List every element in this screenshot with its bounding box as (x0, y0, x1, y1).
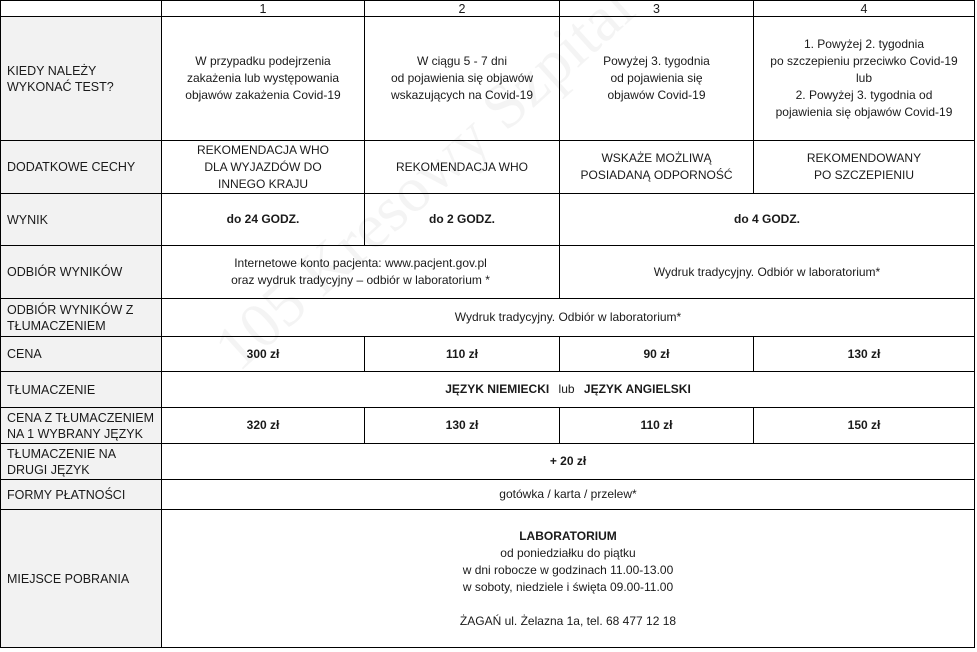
odbior-cell-1-2 (162, 246, 560, 299)
column-header-1: 1 (162, 1, 365, 17)
cena-tlumaczenie-cell-3: 110 zł (560, 408, 754, 444)
row-label-cena-tlumaczenie: CENA Z TŁUMACZENIEM NA 1 WYBRANY JĘZYK (1, 408, 162, 444)
hours-line: w dni robocze w godzinach 11.00-13.00 (462, 562, 674, 577)
spacer (166, 596, 970, 613)
row-label-odbior-tlumaczenie: ODBIÓR WYNIKÓW Z TŁUMACZENIEM (1, 299, 162, 337)
column-header-2: 2 (365, 1, 560, 17)
text-line: po szczepieniu przeciwko Covid-19 (770, 54, 958, 68)
cena-cell-3: 90 zł (560, 337, 754, 372)
hours-line: od poniedziałku do piątku (500, 545, 636, 560)
text-line: objawów zakażenia Covid-19 (185, 88, 341, 102)
text-line: zakażenia lub występowania (186, 71, 340, 85)
header-corner (1, 1, 162, 17)
cena-tlumaczenie-cell-2: 130 zł (365, 408, 560, 444)
cena-tlumaczenie-cell-4: 150 zł (754, 408, 975, 444)
row-label-wynik: WYNIK (1, 194, 162, 246)
row-label-tlumaczenie: TŁUMACZENIE (1, 372, 162, 408)
kiedy-cell-3 (560, 17, 754, 141)
kiedy-cell-4 (754, 17, 975, 141)
cena-tlumaczenie-cell-1: 320 zł (162, 408, 365, 444)
text-line: wskazujących na Covid-19 (390, 88, 534, 102)
column-header-3: 3 (560, 1, 754, 17)
text-line: REKOMENDACJA WHO (196, 142, 329, 157)
wynik-cell-1: do 24 GODZ. (162, 194, 365, 246)
wynik-cell-2: do 2 GODZ. (365, 194, 560, 246)
wynik-cell-3-4: do 4 GODZ. (560, 194, 975, 246)
column-header-4: 4 (754, 1, 975, 17)
text-line: W ciągu 5 - 7 dni (416, 54, 508, 68)
row-tlumaczenie (1, 372, 975, 408)
laboratory-title: LABORATORIUM (519, 528, 617, 543)
language-2: JĘZYK ANGIELSKI (583, 382, 691, 396)
miejsce-cell (162, 510, 975, 648)
text-line: WSKAŻE MOŻLIWĄ (601, 151, 712, 165)
row-wynik (1, 194, 975, 246)
cechy-cell-2 (365, 141, 560, 194)
drugi-jezyk-cell: + 20 zł (162, 444, 975, 480)
text-line: 2. Powyżej 3. tygodnia od (795, 88, 933, 102)
row-drugi-jezyk (1, 444, 975, 480)
language-separator: lub (558, 382, 575, 396)
platnosci-cell: gotówka / karta / przelew* (162, 480, 975, 510)
cena-cell-4: 130 zł (754, 337, 975, 372)
row-miejsce (1, 510, 975, 648)
row-label-odbior: ODBIÓR WYNIKÓW (1, 246, 162, 299)
row-label-kiedy: KIEDY NALEŻY WYKONAĆ TEST? (1, 17, 162, 141)
row-label-cena: CENA (1, 337, 162, 372)
header-row (1, 1, 975, 17)
text-line: 1. Powyżej 2. tygodnia (803, 37, 925, 51)
text-line: od pojawienia się objawów (390, 71, 534, 85)
row-kiedy (1, 17, 975, 141)
row-label-miejsce: MIEJSCE POBRANIA (1, 510, 162, 648)
text-line: Wydruk tradycyjny. Odbiór w laboratorium* (653, 264, 881, 279)
kiedy-cell-2 (365, 17, 560, 141)
odbior-cell-3-4 (560, 246, 975, 299)
text-line: REKOMENDOWANY (806, 151, 922, 165)
row-cena (1, 337, 975, 372)
row-odbior-tlumaczenie (1, 299, 975, 337)
kiedy-cell-1 (162, 17, 365, 141)
cechy-cell-4 (754, 141, 975, 194)
row-cena-tlumaczenie (1, 408, 975, 444)
cechy-cell-3 (560, 141, 754, 194)
text-line: POSIADANĄ ODPORNOŚĆ (580, 168, 733, 182)
text-line: lub (855, 71, 872, 85)
address-line: ŻAGAŃ ul. Żelazna 1a, tel. 68 477 12 18 (459, 613, 677, 628)
row-label-drugi-jezyk: TŁUMACZENIE NA DRUGI JĘZYK (1, 444, 162, 480)
row-label-cechy: DODATKOWE CECHY (1, 141, 162, 194)
tlumaczenie-cell (162, 372, 975, 408)
cena-cell-1: 300 zł (162, 337, 365, 372)
text-line: INNEGO KRAJU (217, 176, 308, 191)
text-line: DLA WYJAZDÓW DO (204, 159, 322, 174)
text-line: od pojawienia się (610, 71, 703, 85)
text-line: Internetowe konto pacjenta: www.pacjent.gov.pl (234, 256, 487, 270)
row-odbior (1, 246, 975, 299)
language-1: JĘZYK NIEMIECKI (445, 382, 550, 396)
odbior-tlumaczenie-cell: Wydruk tradycyjny. Odbiór w laboratorium* (162, 299, 975, 337)
text-line: PO SZCZEPIENIU (813, 168, 914, 182)
text-line: REKOMENDACJA WHO (395, 159, 528, 174)
text-line: Powyżej 3. tygodnia (603, 54, 710, 68)
text-line: W przypadku podejrzenia (195, 54, 331, 68)
cechy-cell-1 (162, 141, 365, 194)
text-line: objawów Covid-19 (607, 88, 706, 102)
text-line: oraz wydruk tradycyjny – odbiór w laboratorium * (231, 273, 490, 287)
row-label-platnosci: FORMY PŁATNOŚCI (1, 480, 162, 510)
cena-cell-2: 110 zł (365, 337, 560, 372)
text-line: pojawienia się objawów Covid-19 (775, 105, 953, 119)
row-cechy (1, 141, 975, 194)
hours-line: w soboty, niedziele i święta 09.00-11.00 (462, 579, 674, 594)
row-platnosci (1, 480, 975, 510)
